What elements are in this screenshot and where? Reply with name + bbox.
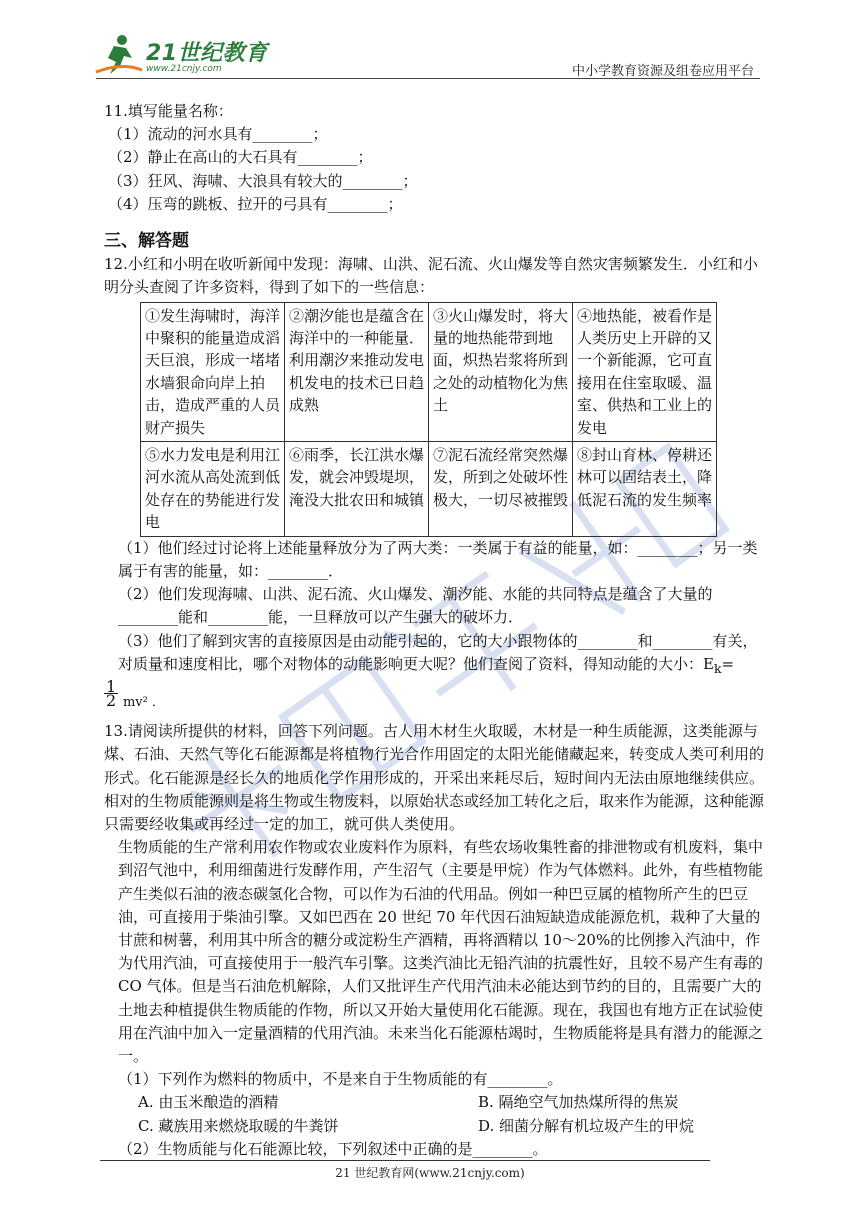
table-cell: ①发生海啸时，海洋中聚积的能量造成滔天巨浪，形成一堵堵水墙狠命向岸上拍击，造成严重的人员财产损失 [141, 302, 285, 441]
info-table [140, 302, 717, 537]
fraction [104, 676, 118, 710]
table-cell: ③火山爆发时，将大量的地热能带到地面，炽热岩浆将所到之处的动植物化为焦土 [429, 302, 573, 441]
q12-sub2: （2）他们发现海啸、山洪、泥石流、火山爆发、潮汐能、水能的共同特点是蕴含了大量的________能和________能，一旦释放可以产生强大的破坏力． [118, 585, 713, 627]
table-cell: ⑦泥石流经常突然爆发，所到之处破坏性极大，一切尽被摧毁 [429, 442, 573, 537]
formula-tail: mv² ． [122, 694, 165, 710]
option-b: B. 隔绝空气加热煤所得的焦炭 [478, 1093, 679, 1112]
q13-para1: 13.请阅读所提供的材料，回答下列问题。古人用木材生火取暖，木材是一种生质能源，这类能源与煤、石油、天然气等化石能源都是将植物行光合作用固定的太阳光能储藏起来，转变成人类可利用的形式。化石能源是经长久的地质化学作用形成的，开采出来耗尽后，短时间内无法由原地继续供应。相对的生物质能源则是将生物或生物废料，以原始状态或经加工转化之后，取来作为能源，这种能源只需要经收集或再经过一定的加工，就可供人类使用。 [104, 722, 765, 833]
q11-item: （2）静止在高山的大石具有________； [108, 148, 373, 167]
equals-sign: = [721, 654, 735, 673]
kinetic-formula [104, 676, 764, 714]
table-cell: ②潮汐能也是蕴含在海洋中的一种能量．利用潮汐来推动发电机发电的技术已日趋成熟 [285, 302, 429, 441]
table-cell: ⑧封山育林、停耕还林可以固结表土，降低泥石流的发生频率 [573, 442, 717, 537]
kinetic-subscript: k [713, 660, 722, 676]
q12-stem: 12.小红和小明在收听新闻中发现：海啸、山洪、泥石流、火山爆发等自然灾害频繁发生．小红和小明分头查阅了许多资料，得到了如下的一些信息： [104, 255, 758, 297]
fraction-numerator: 1 [106, 676, 117, 696]
table-cell: ⑤水力发电是利用江河水流从高处流到低处存在的势能进行发电 [141, 442, 285, 537]
table-cell: ④地热能，被看作是人类历史上开辟的又一个新能源，它可直接用在住室取暖、温室、供热和工业上的发电 [573, 302, 717, 441]
option-d: D. 细菌分解有机垃圾产生的甲烷 [478, 1116, 695, 1135]
options-list [104, 1091, 764, 1137]
logo-url: www.21cnjy.com [146, 64, 222, 74]
fraction-denominator: 2 [106, 690, 117, 710]
q11-item: （4）压弯的跳板、拉开的弓具有________； [108, 194, 403, 213]
logo-text: 21世纪教育 [146, 41, 268, 66]
header-platform-text: 中小学教育资源及组卷应用平台 [571, 64, 754, 79]
q11-item: （3）狂风、海啸、大浪具有较大的________； [108, 171, 418, 190]
table-row [141, 302, 717, 441]
q12-sub3 [104, 630, 764, 680]
section-title: 三、解答题 [104, 231, 189, 252]
q13-para2: 生物质能的生产常利用农作物或农业废料作为原料，有些农场收集牲畜的排泄物或有机废料，集中到沼气池中，利用细菌进行发酵作用，产生沼气（主要是甲烷）作为气体燃料。此外，有些植物能产生类似石油的液态碳氢化合物，可以作为石油的代用品。例如一种巴豆属的植物所产生的巴豆油，可直接用于柴油引擎。又如巴西在 20 世纪 70 年代因石油短缺造成能源危机，栽种了大量的甘蔗和树薯，利用其中所含的糖分或淀粉生产酒精，再将酒精以 10～20%的比例掺入汽油中，作为代用汽油，可直接使用于一般汽车引擎。这类汽油比无铅汽油的抗震性好，且较不易产生有毒的 CO 气体。但是当石油危机解除，人们又批评生产代用汽油未必能达到节约的目的，且需要广大的土地去种植提供生物质能的作物，所以又开始大量使用化石能源。现在，我国也有地方正在试验使用在汽油中加入一定量酒精的代用汽油。未来当化石能源枯竭时，生物质能将是具有潜力的能源之一。 [118, 838, 764, 1065]
footer-divider [100, 1160, 710, 1161]
option-a: A. 由玉米酿造的酒精 [138, 1093, 279, 1112]
q11-stem: 11.填写能量名称： [104, 102, 233, 120]
footer-text: 21 世纪教育网(www.21cnjy.com) [335, 1166, 525, 1180]
table-cell: ⑥雨季，长江洪水爆发，就会冲毁堤坝，淹没大批农田和城镇 [285, 442, 429, 537]
q11-item: （1）流动的河水具有________； [108, 125, 328, 144]
page-header [0, 0, 860, 80]
option-c: C. 藏族用来燃烧取暖的牛粪饼 [138, 1116, 339, 1135]
q13-sub2: （2）生物质能与化石能源比较，下列叙述中正确的是________。 [118, 1139, 548, 1158]
q13-sub1: （1）下列作为燃料的物质中，不是来自于生物质能的有________。 [118, 1070, 563, 1089]
q12-sub1: （1）他们经过讨论将上述能量释放分为了两大类：一类属于有益的能量，如：________；另一类属于有害的能量，如：________． [118, 538, 758, 580]
q12-sub3-text: （3）他们了解到灾害的直接原因是由动能引起的，它的大小跟物体的________和________有关，对质量和速度相比，哪个对物体的动能影响更大呢？他们查阅了资料，得知动能的大小：E [118, 631, 758, 673]
question-content [104, 100, 764, 1161]
header-divider [96, 78, 760, 79]
table-row [141, 442, 717, 537]
